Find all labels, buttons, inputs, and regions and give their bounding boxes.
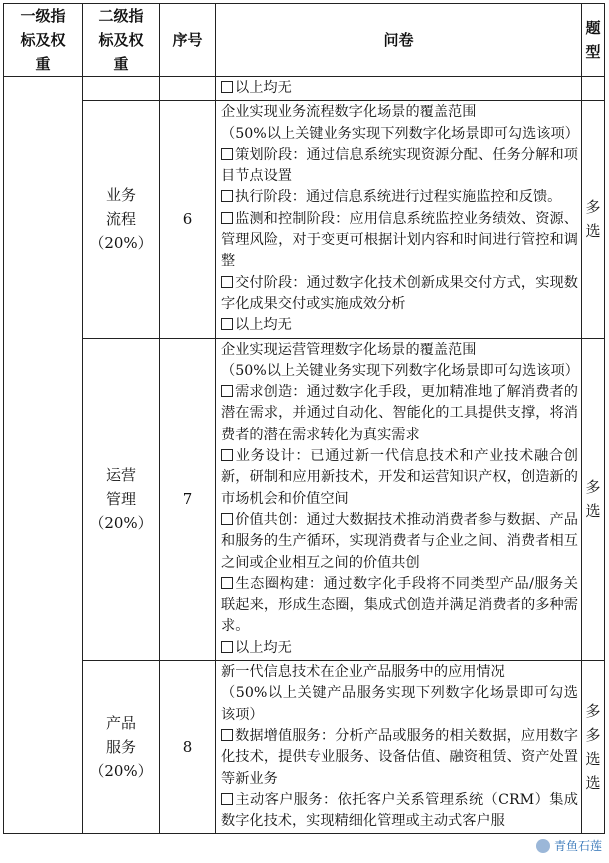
questionnaire-cell xyxy=(216,77,582,101)
table-header-row xyxy=(4,4,605,77)
questionnaire-cell xyxy=(216,661,582,834)
option-line[interactable]: 价值共创：通过大数据技术推动消费者参与数据、产品和服务的生产循环，实现消费者与企业之间、消费者相互之间或企业相互之间的价值共创 xyxy=(221,511,578,571)
checkbox-icon[interactable] xyxy=(221,729,233,741)
questionnaire-cell xyxy=(216,338,582,660)
question-title: 企业实现运营管理数字化场景的覆盖范围 xyxy=(221,341,477,358)
checkbox-icon[interactable] xyxy=(221,148,233,160)
seq-cell: 6 xyxy=(160,101,216,338)
table-row xyxy=(4,101,605,338)
option-line[interactable]: 以上均无 xyxy=(221,315,578,336)
checkbox-icon[interactable] xyxy=(221,513,233,525)
level2-indicator-cell: 业务 流程 （20%） xyxy=(83,101,160,338)
table-row xyxy=(4,77,605,101)
watermark-text: 青鱼石莲 xyxy=(553,839,602,853)
table-row xyxy=(4,661,605,834)
option-line[interactable]: 生态圈构建：通过数字化手段将不同类型产品/服务关联起来，形成生态圈，集成式创造并满足消费者的多种需求。 xyxy=(221,575,578,635)
question-title: 企业实现业务流程数字化场景的覆盖范围 xyxy=(221,104,477,121)
checkbox-icon[interactable] xyxy=(221,318,233,330)
seq-cell xyxy=(160,77,216,101)
option-line[interactable]: 数据增值服务：分析产品或服务的相关数据，应用数字化技术，提供专业服务、设备估值、融资租赁、资产处置等新业务 xyxy=(221,727,578,787)
checkbox-icon[interactable] xyxy=(221,385,233,397)
question-title: 新一代信息技术在企业产品服务中的应用情况 xyxy=(221,664,505,681)
checkbox-icon[interactable] xyxy=(221,81,233,93)
header-questionnaire: 问卷 xyxy=(216,4,582,77)
level1-indicator-cell xyxy=(4,77,83,834)
option-line[interactable]: 业务设计：已通过新一代信息技术和产业技术融合创新，研制和应用新技术，开发和运营知识产权，创造新的市场机会和价值空间 xyxy=(221,448,578,507)
option-line[interactable]: 以上均无 xyxy=(221,78,578,99)
level2-indicator-cell xyxy=(83,77,160,101)
checkbox-icon[interactable] xyxy=(221,212,233,224)
questionnaire-cell xyxy=(216,101,582,338)
option-line[interactable]: 执行阶段：通过信息系统进行过程实施监控和反馈。 xyxy=(221,187,578,208)
questionnaire-table xyxy=(3,3,605,834)
table-row xyxy=(4,338,605,660)
checkbox-icon[interactable] xyxy=(221,641,233,653)
question-note: （50%以上关键业务实现下列数字化场景即可勾选该项） xyxy=(221,125,579,142)
seq-cell: 7 xyxy=(160,338,216,660)
header-level1-indicator: 一级指 标及权 重 xyxy=(4,4,83,77)
wechat-icon xyxy=(536,839,550,853)
option-line[interactable]: 监测和控制阶段：应用信息系统监控业务绩效、资源、管理风险，对于变更可根据计划内容和时间进行管控和调整 xyxy=(221,210,578,270)
option-line[interactable]: 需求创造：通过数字化手段，更加精准地了解消费者的潜在需求，并通过自动化、智能化的工具提供支撑，将消费者的潜在需求转化为真实需求 xyxy=(221,384,578,443)
checkbox-icon[interactable] xyxy=(221,577,233,589)
header-question-type: 题 型 xyxy=(582,4,605,77)
type-cell: 多 选 xyxy=(582,101,605,338)
level2-indicator-cell: 产品 服务 （20%） xyxy=(83,661,160,834)
checkbox-icon[interactable] xyxy=(221,190,233,202)
watermark xyxy=(533,836,605,855)
header-level2-indicator: 二级指 标及权 重 xyxy=(83,4,160,77)
option-line[interactable]: 交付阶段：通过数字化技术创新成果交付方式，实现数字化成果交付或实施成效分析 xyxy=(221,274,578,312)
type-cell xyxy=(582,77,605,101)
option-line[interactable]: 以上均无 xyxy=(221,638,578,659)
level2-indicator-cell: 运营 管理 （20%） xyxy=(83,338,160,660)
question-note: （50%以上关键产品服务实现下列数字化场景即可勾选该项） xyxy=(221,685,578,723)
header-seq: 序号 xyxy=(160,4,216,77)
type-cell: 多 选 xyxy=(582,338,605,660)
checkbox-icon[interactable] xyxy=(221,793,233,805)
checkbox-icon[interactable] xyxy=(221,276,233,288)
type-cell: 多 多 选 选 xyxy=(582,661,605,834)
question-note: （50%以上关键业务实现下列数字化场景即可勾选该项） xyxy=(221,362,579,379)
option-line[interactable]: 策划阶段：通过信息系统实现资源分配、任务分解和项目节点设置 xyxy=(221,146,578,185)
checkbox-icon[interactable] xyxy=(221,449,233,461)
seq-cell: 8 xyxy=(160,661,216,834)
option-line[interactable]: 主动客户服务：依托客户关系管理系统（CRM）集成数字化技术，实现精细化管理或主动式客户服 xyxy=(221,791,578,830)
